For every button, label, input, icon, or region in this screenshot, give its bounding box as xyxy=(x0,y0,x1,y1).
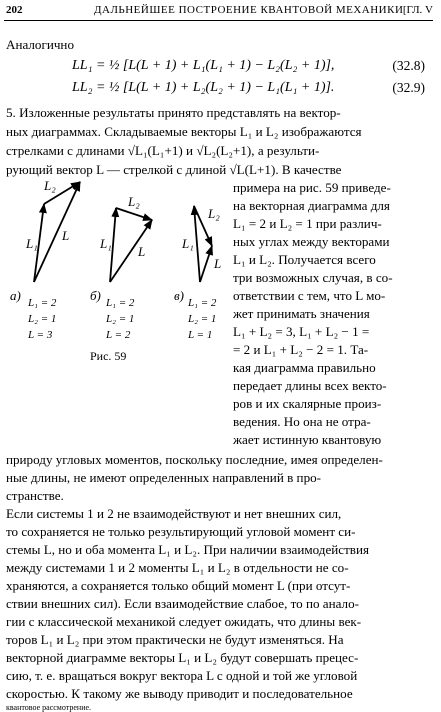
para7 xyxy=(300,40,301,41)
section-title: § 33. Квантование водородного атома в общем случае xyxy=(300,36,325,37)
value-L2-a: L₂ = 1 xyxy=(28,313,57,325)
page-number: 202 xyxy=(6,4,23,16)
vector-L2-b xyxy=(116,208,152,220)
para6-last-line: квантовое рассмотрение. xyxy=(6,703,92,712)
lower-content xyxy=(0,703,441,712)
para5-line-3: стрелками с длинами √L₁(L₁+1) и √L₂(L₂+1), а результи- xyxy=(6,143,320,158)
para6-line: векторной диаграмме векторы L₁ и L₂ будут совершать прецес- xyxy=(6,650,359,665)
panel-letter-c: в) xyxy=(174,288,184,303)
para5-line-4: рующий вектор L — стрелкой с длиной √L(L+1). В качестве xyxy=(6,162,342,177)
label-L-c: L xyxy=(214,256,222,271)
equation-32-8: LL₁ = ½ [L(L + 1) + L₁(L₁ + 1) − L₂(L₂ + 1)], xyxy=(72,58,335,73)
para6-line: храняются, а сохраняется только общий момент L (при отсут- xyxy=(6,578,351,593)
para7-line: 1. xyxy=(300,40,301,41)
label-L2-b: L₂ xyxy=(128,194,140,209)
value-L2-c: L₂ = 1 xyxy=(188,313,217,325)
label-L-b: L xyxy=(138,244,146,259)
para6-line: скоростью. К такому же выводу приводит и последовательное xyxy=(6,686,353,701)
value-L2-b: L₂ = 1 xyxy=(106,313,135,325)
panel-a xyxy=(10,178,80,341)
para5-right-line: на векторная диаграмма для xyxy=(233,198,390,213)
para5-right-line: ных углах между векторами xyxy=(233,234,390,249)
para6-line: торов L₁ и L₂ при этом практически не будут изменяться. На xyxy=(6,632,344,647)
value-L1-c: L₁ = 2 xyxy=(188,297,217,309)
value-L1-a: L₁ = 2 xyxy=(28,297,57,309)
panel-letter-a: а) xyxy=(10,288,21,303)
intro-word: Аналогично xyxy=(6,37,74,52)
para5-right-line: примера на рис. 59 приведе- xyxy=(233,180,391,195)
figure-caption: Рис. 59 xyxy=(90,349,127,363)
figure-59-vector-diagram xyxy=(4,176,230,378)
value-L1-b: L₁ = 2 xyxy=(106,297,135,309)
header-rule xyxy=(4,20,433,21)
para5-right-line: L₁ + L₂ = 3, L₁ + L₂ − 1 = xyxy=(233,324,370,339)
para5-right-line: = 2 и L₁ + L₂ − 2 = 1. Та- xyxy=(233,342,369,357)
para5-right-line: ответствии с тем, что L мо- xyxy=(233,288,386,303)
equation-number-32-8: (32.8) xyxy=(392,58,425,73)
equation-number-32-9: (32.9) xyxy=(392,80,425,95)
para5-tail-line-2: ные длины, не имеют определенных направлений в про- xyxy=(6,470,322,485)
para5-right-line: жет принимать значения xyxy=(233,306,370,321)
running-title: ДАЛЬНЕЙШЕЕ ПОСТРОЕНИЕ КВАНТОВОЙ МЕХАНИКИ xyxy=(94,4,404,16)
para6-line: сию, т. е. вращаться вокруг вектора L с одной и той же угловой xyxy=(6,668,358,683)
label-L1-b: L₁ xyxy=(100,236,112,251)
para5-right-line: ров и их скалярные произ- xyxy=(233,396,382,411)
value-L-a: L = 3 xyxy=(28,329,53,341)
label-L2-c: L₂ xyxy=(208,206,220,221)
vector-L-b xyxy=(110,220,152,282)
label-L2-a: L₂ xyxy=(44,178,56,193)
chapter-label: [ГЛ. V xyxy=(402,4,433,16)
label-L1-c: L₁ xyxy=(182,236,194,251)
para6-line: ствии внешних сил). Если взаимодействие слабое, то по анало- xyxy=(6,596,359,611)
label-L1-a: L₁ xyxy=(26,236,38,251)
para5-right-line: ведения. Но она не отра- xyxy=(233,414,371,429)
para6-line: то сохраняется не только результирующий угловой момент си- xyxy=(6,524,356,539)
para5-line-2: ных диаграммах. Складываемые векторы L₁ и L₂ изображаются xyxy=(6,124,362,139)
value-L-b: L = 2 xyxy=(106,329,131,341)
para6-line: Если системы 1 и 2 не взаимодействуют и нет внешних сил, xyxy=(6,506,342,521)
para5-line-1: 5. Изложенные результаты принято представлять на вектор- xyxy=(6,105,341,120)
para5-right-line: L₁ = 2 и L₂ = 1 при различ- xyxy=(233,216,382,231)
para6-line: гии с классической механикой следует ожидать, что длины век- xyxy=(6,614,362,629)
label-L-a: L xyxy=(62,228,70,243)
panel-b xyxy=(90,194,152,341)
para5-tail-line-1: природу угловых моментов, поскольку последние, имея определен- xyxy=(6,452,383,467)
running-header xyxy=(4,4,433,20)
panel-c xyxy=(174,206,221,341)
para5-tail-line-3: странстве. xyxy=(6,488,64,503)
para5-right-line: передает длины всех векто- xyxy=(233,378,387,393)
value-L-c: L = 1 xyxy=(188,329,213,341)
vector-L-c xyxy=(200,246,212,282)
para5-right-line: три возможных случая, в со- xyxy=(233,270,393,285)
para5-right-line: кая диаграмма правильно xyxy=(233,360,376,375)
para5-right-line: L₁ и L₂. Получается всего xyxy=(233,252,376,267)
panel-letter-b: б) xyxy=(90,288,101,303)
para6-line: стемы L, но и оба момента L₁ и L₂. При наличии взаимодействия xyxy=(6,542,370,557)
para5-right-line: жает истинную квантовую xyxy=(233,432,382,447)
equation-32-9: LL₂ = ½ [L(L + 1) + L₂(L₂ + 1) − L₁(L₁ + 1)]. xyxy=(72,80,335,95)
para6-line: между системами 1 и 2 моменты L₁ и L₂ в отдельности не со- xyxy=(6,560,349,575)
